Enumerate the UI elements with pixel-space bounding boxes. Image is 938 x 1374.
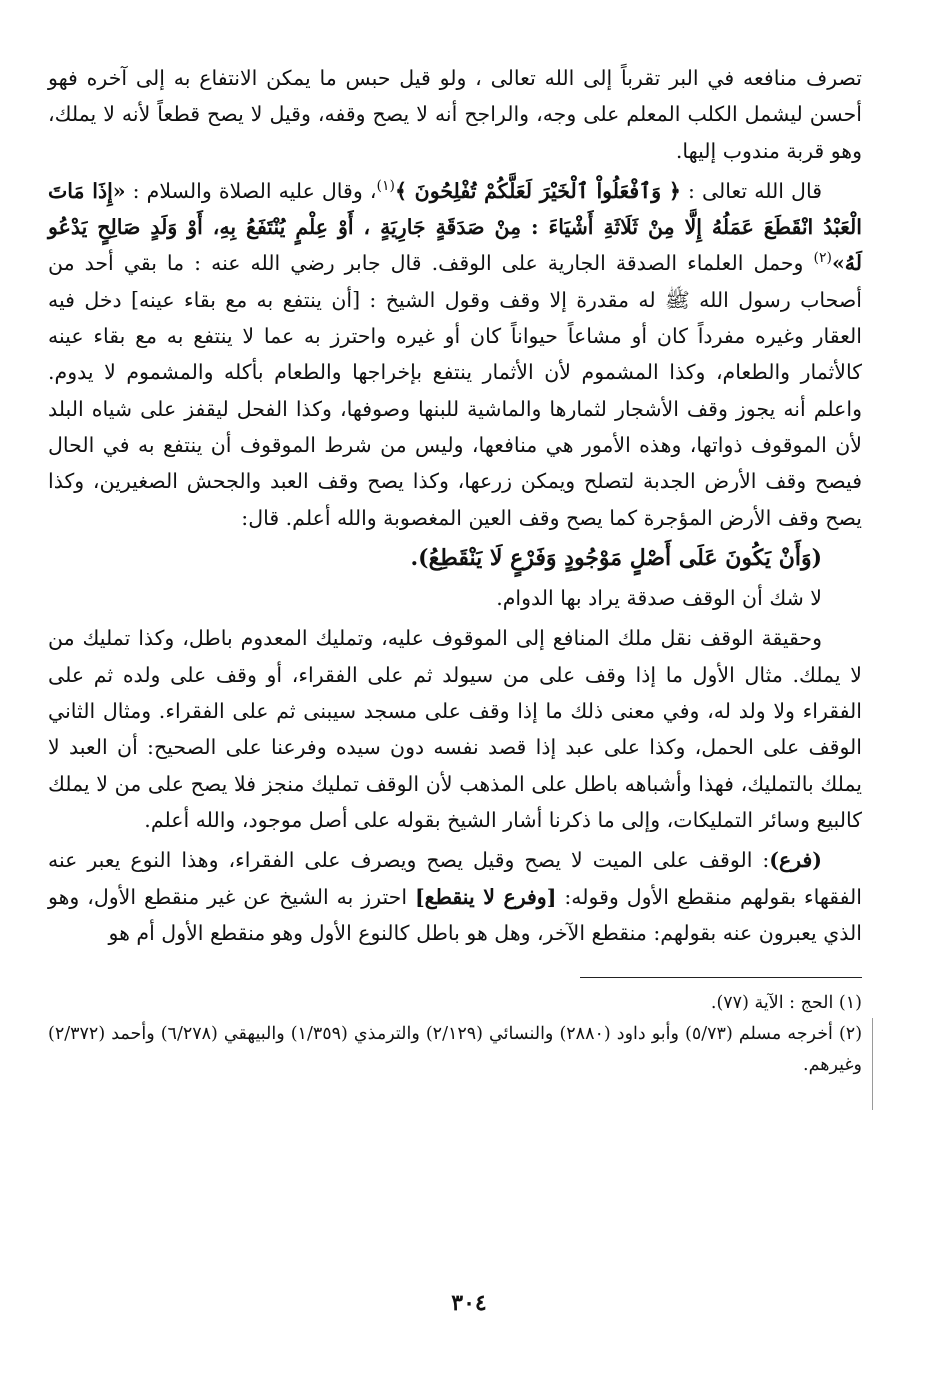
matn-text: (وَأَنْ يَكُونَ عَلَى أَصْلٍ مَوْجُودٍ وَفَرْعٍ لَا يَنْقَطِعُ). (410, 544, 822, 571)
paragraph-no-doubt-text: لا شك أن الوقف صدقة يراد بها الدوام. (496, 586, 822, 611)
quran-verse: ﴿ وَٱفْعَلُواْ ٱلْخَيْرَ لَعَلَّكُمْ تُفْلِحُونَ ﴾ (394, 178, 681, 203)
paragraph-branch (48, 842, 862, 951)
footnote-ref-1: (١) (376, 178, 395, 195)
footnote-ref-2: (٢) (813, 250, 832, 267)
paragraph-intro (48, 60, 862, 169)
paragraph-definition (48, 620, 862, 838)
paragraph-definition-text: وحقيقة الوقف نقل ملك المنافع إلى الموقوف عليه، وتمليك المعدوم باطل، وكذا تمليك من لا يملك. مثال الأول ما إذا وقف على من سيولد ثم على الفقراء، أو وقف على ولده ثم على الفقراء ولا ولد له، وفي معنى ذلك ما إذا وقف على مسجد سيبنى ثم على الفقراء. ومثال الثاني الوقف على الحمل، وكذا على عبد إذا قصد نفسه دون سيده وفرعنا على الصحيح: أن العبد لا يملك بالتمليك، فهذا وأشباهه باطل على المذهب لأن الوقف تمليك منجز فلا يصح على من لا يملك كالبيع وسائر التمليكات، وإلى ما ذكرنا أشار الشيخ بقوله على أصل موجود، والله أعلم. (48, 626, 862, 832)
page-number: ٣٠٤ (451, 1290, 487, 1316)
branch-bracket-quote: [وفرع لا ينقطع] (414, 884, 557, 909)
footnotes-list (48, 988, 862, 1081)
hadith-intro: ، وقال عليه الصلاة والسلام : (125, 178, 377, 203)
footnote-divider (580, 977, 862, 978)
quran-intro: قال الله تعالى : (680, 178, 822, 203)
hadith-text: «إِذَا مَاتَ الْعَبْدُ انْقَطَعَ عَمَلُهُ إِلَّا مِنْ ثَلَاثَةِ أَشْيَاءَ : مِنْ صَدَقَةٍ جَارِيَةٍ ، أَوْ عِلْمٍ يُنْتَفَعُ بِهِ، أَوْ وَلَدٍ صَالِحٍ يَدْعُو لَهُ» (48, 178, 862, 276)
matn-line (48, 540, 862, 576)
branch-text-a: : الوقف على الميت لا يصح وقيل يصح ويصرف على الفقراء، وهذا النوع يعبر عنه الفقهاء بقولهم منقطع الأول وقوله: (48, 848, 862, 909)
paragraph-no-doubt (48, 580, 862, 616)
margin-mark (872, 1018, 873, 1110)
branch-text-b: احترز به الشيخ عن غير منقطع الأول، وهو الذي يعبرون عنه بقولهم: منقطع الآخر، وهل هو باطل كالنوع الأول وهو منقطع الأول أم هو (48, 884, 862, 945)
commentary-text: وحمل العلماء الصدقة الجارية على الوقف. قال جابر رضي الله عنه : ما بقي أحد من أصحاب رسول الله ﷺ له مقدرة إلا وقف وقول الشيخ : [أن ينتفع به مع بقاء عينه] دخل فيه العقار وغيره مفرداً كان أو مشاعاً حيواناً كان أو غيره واحترز به عما لا ينتفع به مع بقاء عينه كالأثمار والطعام، وكذا المشموم لأن الأثمار ينتفع بإخراجها والطعام بأكله والمشموم لا يدوم. واعلم أنه يجوز وقف الأشجار لثمارها والماشية للبنها وصوفها، وكذا الفحل ليقفز على شياه البلد لأن الموقوف ذواتها، وهذه الأمور هي منافعها، وليس من شرط الموقوف أن ينتفع به في الحال فيصح وقف الأرض الجدبة لتصلح ويمكن زرعها، وكذا يصح وقف العبد والجحش الصغيرين، وكذا يصح وقف الأرض المؤجرة كما يصح وقف العين المغصوبة والله أعلم. قال: (48, 251, 862, 530)
branch-label: (فرع) (769, 848, 822, 873)
paragraph-evidence (48, 173, 862, 536)
paragraph-intro-text: تصرف منافعه في البر تقرباً إلى الله تعالى ، ولو قيل حبس ما يمكن الانتفاع به إلى آخره فهو أحسن ليشمل الكلب المعلم على وجه، والراجح أنه لا يصح وقفه، وقيل لا يصح قطعاً لأنه لا يملك، وهو قربة مندوب إليها. (48, 66, 862, 163)
footnote-1: (١) الحج : الآية (٧٧). (710, 993, 862, 1014)
footnote-2: (٢) أخرجه مسلم (٥/٧٣) وأبو داود (٢٨٨٠) والنسائي (٢/١٢٩) والترمذي (١/٣٥٩) والبيهقي (٦/٢٧٨) وأحمد (٢/٣٧٢) وغيرهم. (48, 1024, 863, 1076)
